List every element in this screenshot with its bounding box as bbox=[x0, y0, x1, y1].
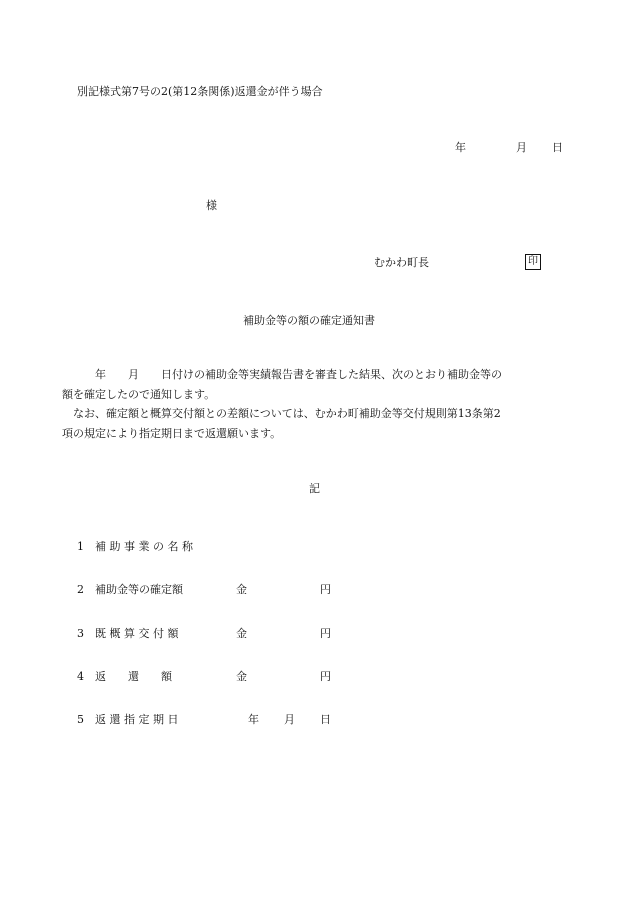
item-prefix: 金 bbox=[236, 627, 247, 640]
seal-mark: 印 bbox=[525, 254, 541, 270]
item-label: 既 概 算 交 付 額 bbox=[95, 627, 179, 640]
body-line: 年 月 日付けの補助金等実績報告書を審査した結果、次のとおり補助金等の bbox=[62, 368, 502, 381]
item-number: 4 bbox=[77, 670, 84, 683]
item-row bbox=[77, 540, 477, 554]
date-month: 月 bbox=[516, 141, 527, 154]
note-heading: 記 bbox=[309, 482, 320, 495]
form-identifier: 別記様式第7号の2(第12条関係)返還金が伴う場合 bbox=[77, 85, 323, 98]
body-line: 額を確定したので通知します。 bbox=[62, 387, 216, 401]
addressee-suffix: 様 bbox=[206, 199, 217, 212]
document-title: 補助金等の額の確定通知書 bbox=[243, 314, 375, 327]
item-prefix: 金 bbox=[236, 583, 247, 596]
item-label: 返 還 額 bbox=[95, 670, 172, 683]
item-year: 年 bbox=[248, 713, 259, 726]
body-text bbox=[62, 365, 554, 443]
sender-name: むかわ町長 bbox=[374, 256, 429, 269]
item-month: 月 bbox=[284, 713, 295, 726]
item-number: 5 bbox=[77, 713, 84, 726]
date-line bbox=[455, 141, 563, 155]
item-suffix: 円 bbox=[320, 670, 331, 683]
date-year: 年 bbox=[455, 141, 466, 154]
item-number: 2 bbox=[77, 583, 84, 596]
item-number: 3 bbox=[77, 627, 84, 640]
item-label: 補助金等の確定額 bbox=[95, 583, 183, 596]
item-prefix: 金 bbox=[236, 670, 247, 683]
date-day: 日 bbox=[552, 141, 563, 154]
item-row bbox=[77, 583, 477, 597]
item-suffix: 円 bbox=[320, 627, 331, 640]
item-row bbox=[77, 670, 477, 684]
item-number: 1 bbox=[77, 540, 84, 553]
item-label: 返 還 指 定 期 日 bbox=[95, 713, 179, 726]
item-row bbox=[77, 627, 477, 641]
item-label: 補 助 事 業 の 名 称 bbox=[95, 540, 193, 553]
item-row bbox=[77, 713, 477, 727]
body-line: なお、確定額と概算交付額との差額については、むかわ町補助金等交付規則第13条第2 bbox=[62, 407, 501, 420]
item-day: 日 bbox=[320, 713, 331, 726]
body-line: 項の規定により指定期日まで返還願います。 bbox=[62, 426, 282, 440]
item-suffix: 円 bbox=[320, 583, 331, 596]
